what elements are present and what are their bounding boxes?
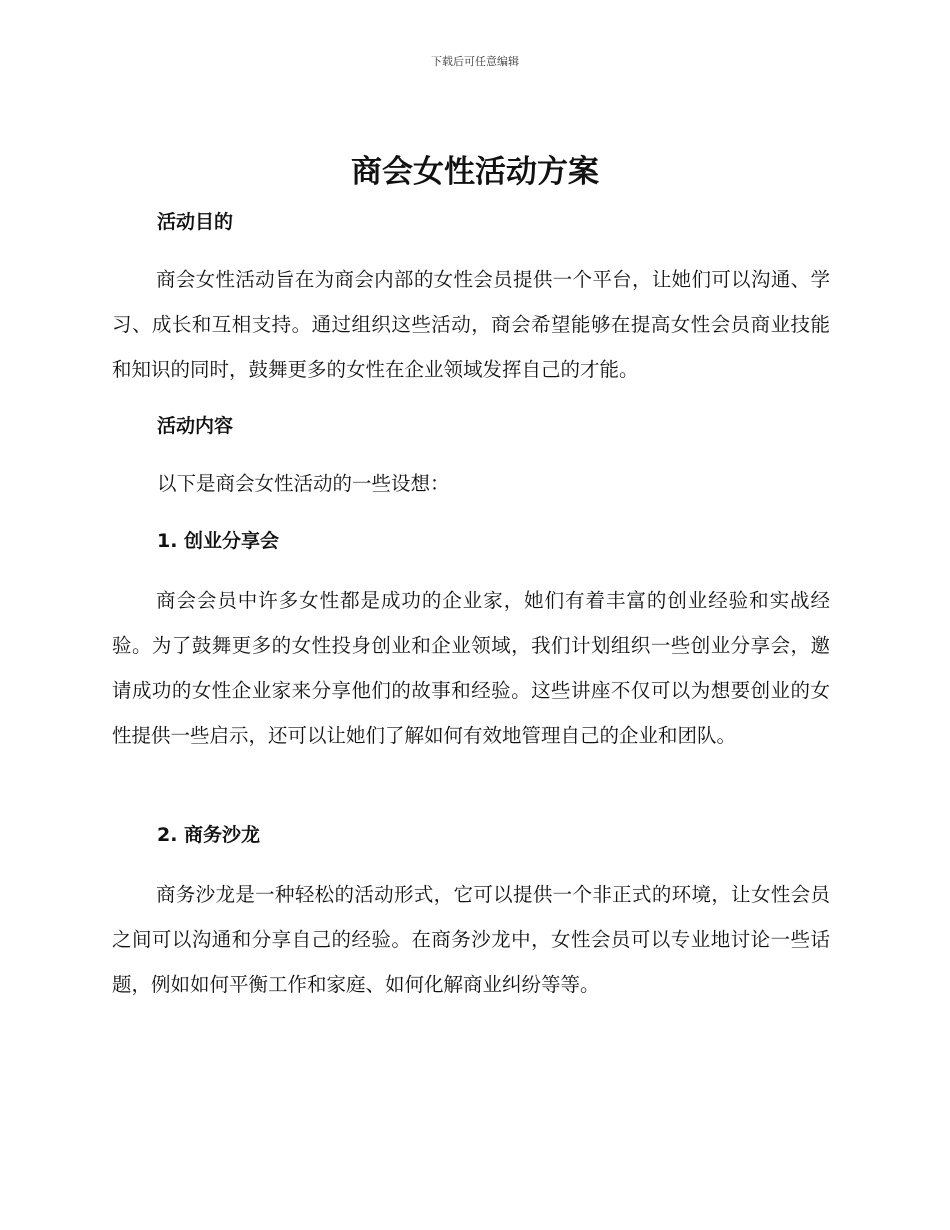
- paragraph-purpose: 商会女性活动旨在为商会内部的女性会员提供一个平台，让她们可以沟通、学习、成长和互相支持。通过组织这些活动，商会希望能够在提高女性会员商业技能和知识的同时，鼓舞更多的女性在企业领域发挥自己的才能。: [112, 268, 830, 381]
- paragraph-startup-sharing: 商会会员中许多女性都是成功的企业家，她们有着丰富的创业经验和实战经验。为了鼓舞更多的女性投身创业和企业领域，我们计划组织一些创业分享会，邀请成功的女性企业家来分享他们的故事和经验。这些讲座不仅可以为想要创业的女性提供一些启示，还可以让她们了解如何有效地管理自己的企业和团队。: [112, 589, 830, 747]
- page-header-note: 下载后可任意编辑: [431, 55, 519, 68]
- document-title: 商会女性活动方案: [351, 154, 599, 190]
- paragraph-content-intro: 以下是商会女性活动的一些设想：: [157, 472, 450, 495]
- section-heading-content: 活动内容: [157, 415, 234, 437]
- section-heading-business-salon: 2. 商务沙龙: [157, 824, 261, 846]
- section-heading-purpose: 活动目的: [157, 211, 234, 233]
- section-heading-startup-sharing: 1. 创业分享会: [157, 530, 280, 552]
- paragraph-business-salon: 商务沙龙是一种轻松的活动形式，它可以提供一个非正式的环境，让女性会员之间可以沟通和分享自己的经验。在商务沙龙中，女性会员可以专业地讨论一些话题，例如如何平衡工作和家庭、如何化解商业纠纷等等。: [112, 883, 830, 996]
